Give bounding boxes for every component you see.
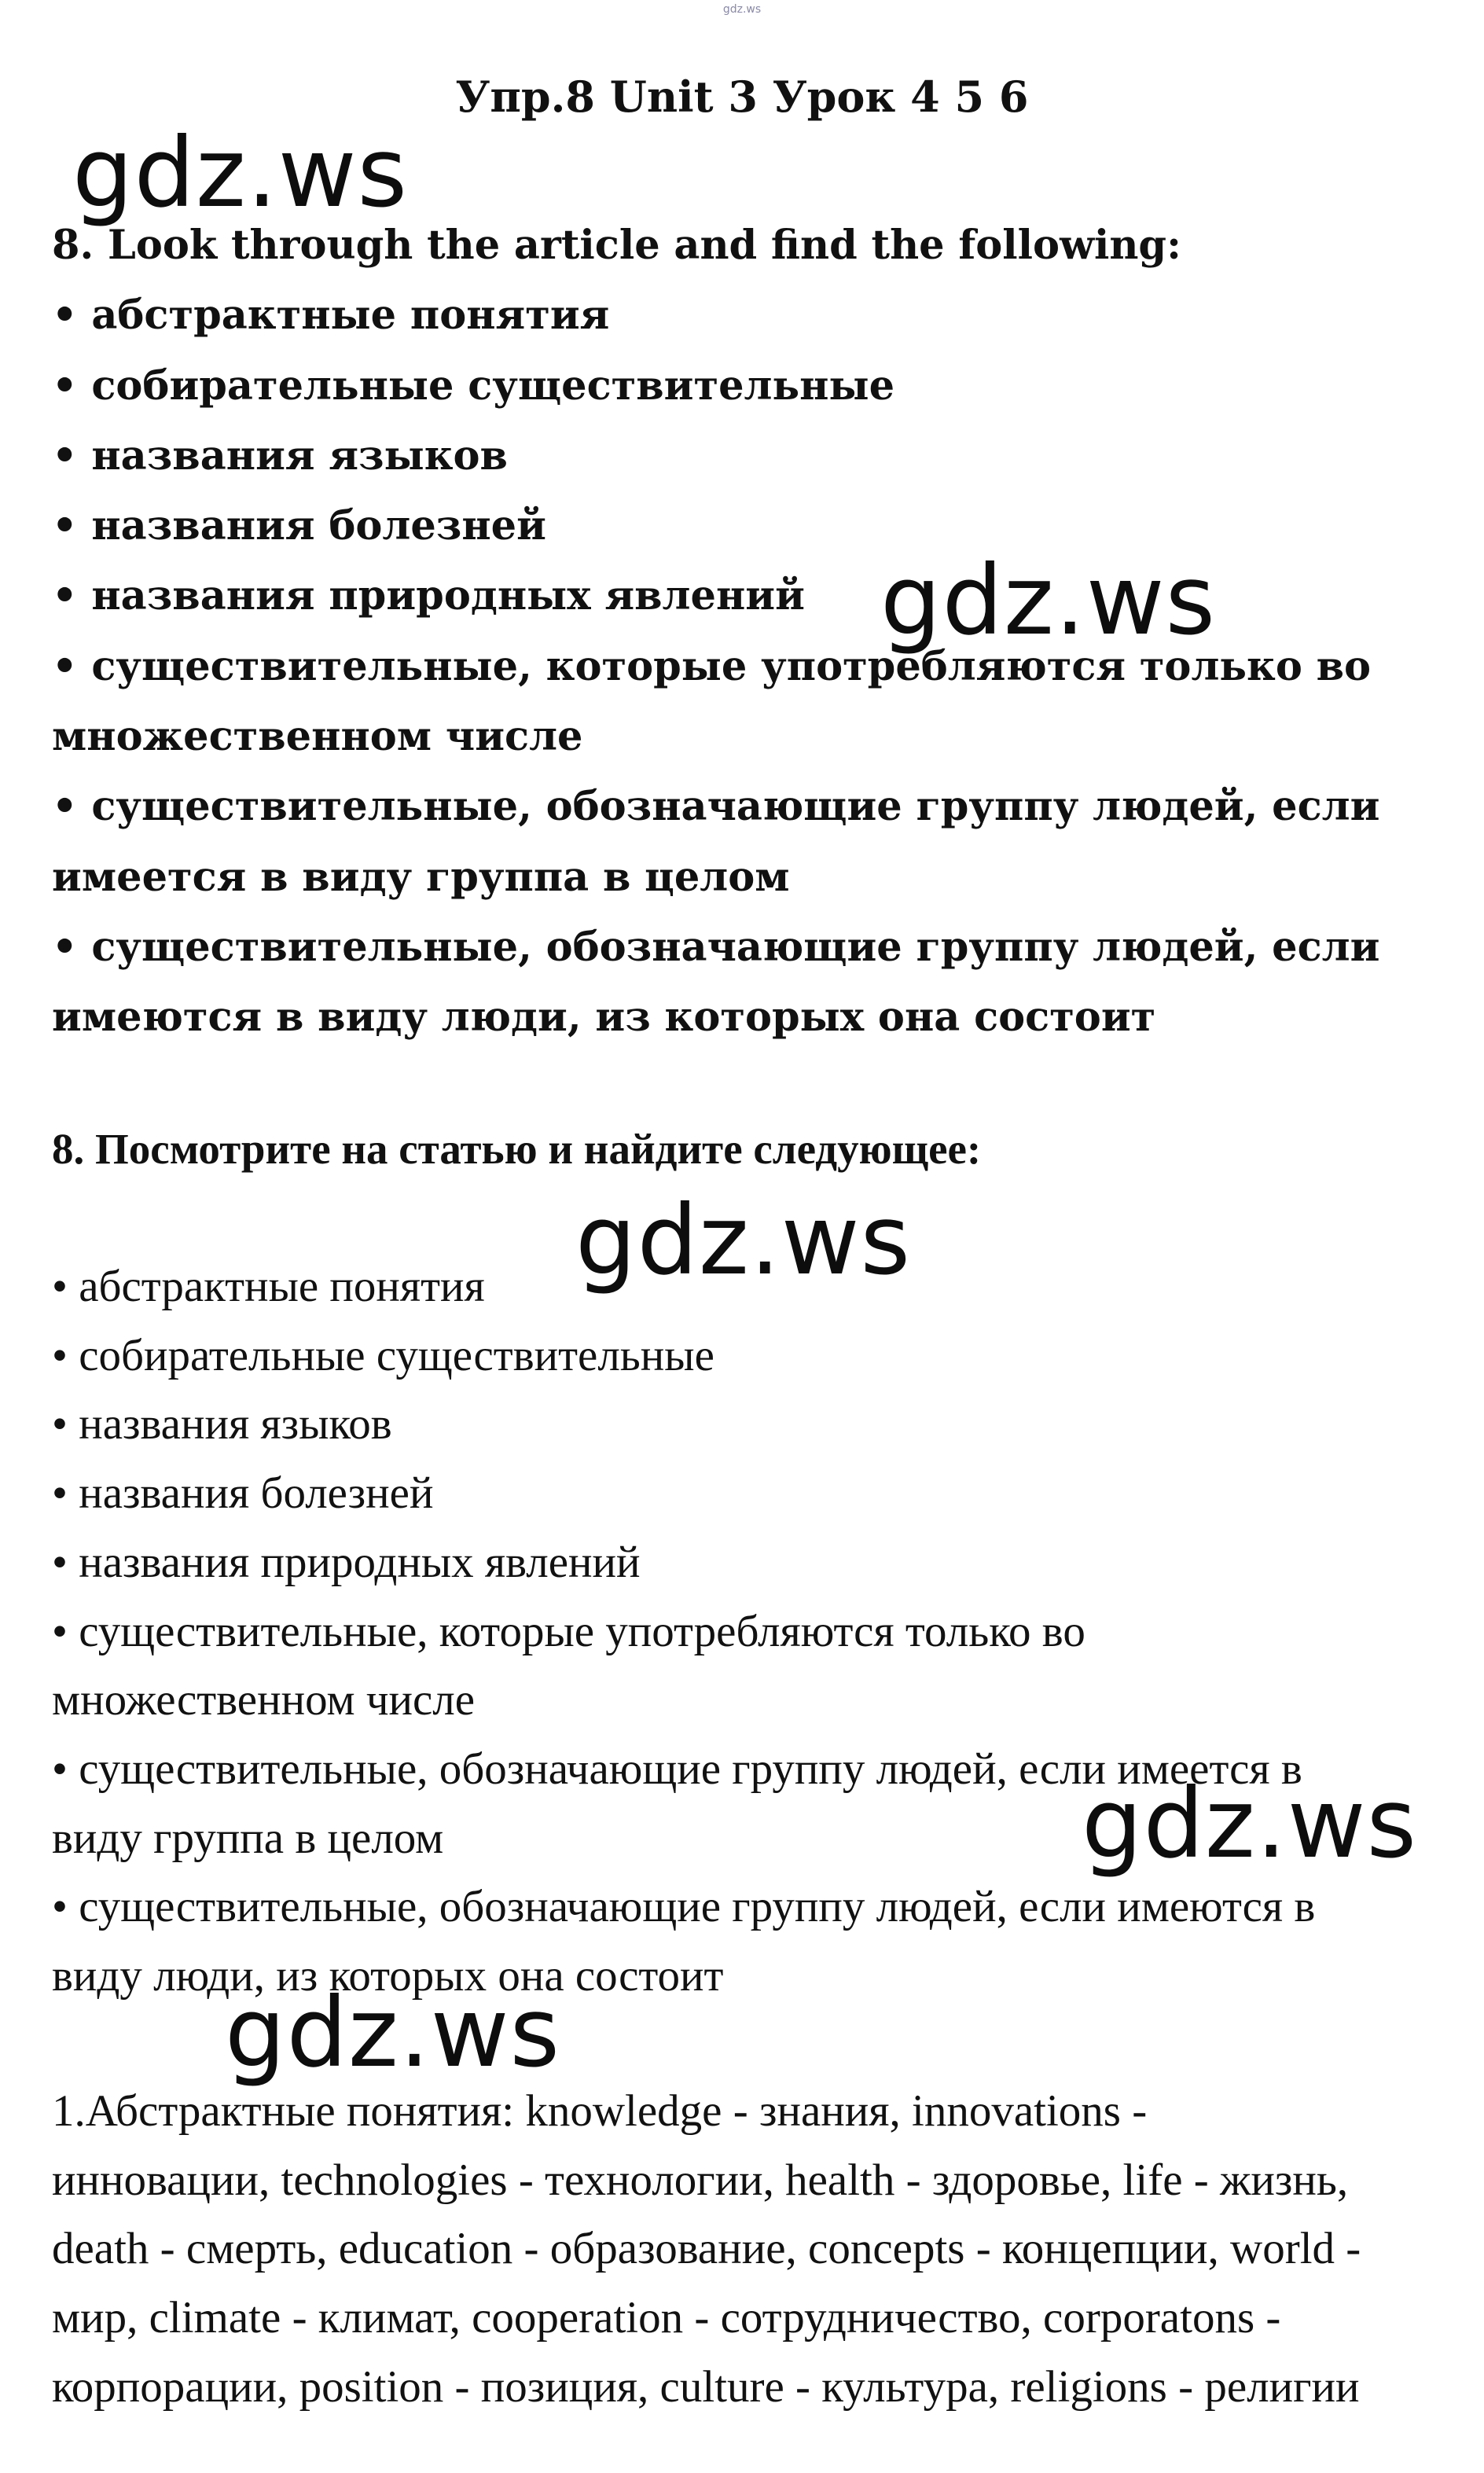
answer-line: корпорации, position - позиция, culture - культура, religions - религии <box>52 2361 1360 2412</box>
list-item: • абстрактные понятия <box>52 292 610 340</box>
list-item: виду люди, из которых она состоит <box>52 1951 724 2001</box>
list-item: имеется в виду группа в целом <box>52 853 790 901</box>
watermark: gdz.ws <box>1082 1768 1418 1880</box>
list-item: множественном числе <box>52 713 583 761</box>
list-item: имеются в виду люди, из которых она состоит <box>52 994 1156 1042</box>
list-item: • существительные, обозначающие группу людей, если имеется в <box>52 1744 1302 1794</box>
list-item: • названия природных явлений <box>52 572 805 620</box>
list-item: виду группа в целом <box>52 1813 444 1863</box>
list-item: • существительные, которые употребляются только во <box>52 1606 1085 1656</box>
english-task-heading: 8. Look through the article and find the following: <box>52 222 1181 269</box>
russian-task <box>52 1252 1451 2011</box>
answer-line: мир, climate - климат, cooperation - сотрудничество, corporatons - <box>52 2293 1281 2343</box>
list-item: • собирательные существительные <box>52 1330 714 1380</box>
watermark: gdz.ws <box>225 1977 561 2089</box>
site-mark: gdz.ws <box>722 3 762 16</box>
list-item: • собирательные существительные <box>52 362 895 410</box>
answer-line: инновации, technologies - технологии, health - здоровье, life - жизнь, <box>52 2155 1349 2205</box>
answer-line: 1.Абстрактные понятия: knowledge - знания, innovations - <box>52 2086 1148 2136</box>
list-item: • существительные, обозначающие группу людей, если <box>52 923 1380 971</box>
watermark: gdz.ws <box>880 545 1217 656</box>
list-item: • названия болезней <box>52 502 546 550</box>
answer <box>52 2077 1435 2422</box>
list-item: множественном числе <box>52 1675 476 1725</box>
list-item: • названия природных явлений <box>52 1537 641 1587</box>
page-title: Упр.8 Unit 3 Урок 4 5 6 <box>455 72 1029 122</box>
list-item: • абстрактные понятия <box>52 1262 485 1311</box>
list-item: • существительные, которые употребляются только во <box>52 642 1372 690</box>
list-item: • названия языков <box>52 432 508 480</box>
list-item: • существительные, обозначающие группу людей, если имеются в <box>52 1882 1316 1932</box>
answer-line: death - смерть, education - образование, concepts - концепции, world - <box>52 2224 1361 2274</box>
watermark: gdz.ws <box>72 117 409 229</box>
list-item: • существительные, обозначающие группу людей, если <box>52 783 1380 831</box>
list-item: • названия языков <box>52 1399 392 1450</box>
list-item: • названия болезней <box>52 1468 434 1519</box>
russian-task-heading: 8. Посмотрите на статью и найдите следующее: <box>52 1125 982 1173</box>
english-task <box>52 211 1451 1053</box>
watermark: gdz.ws <box>575 1185 912 1296</box>
